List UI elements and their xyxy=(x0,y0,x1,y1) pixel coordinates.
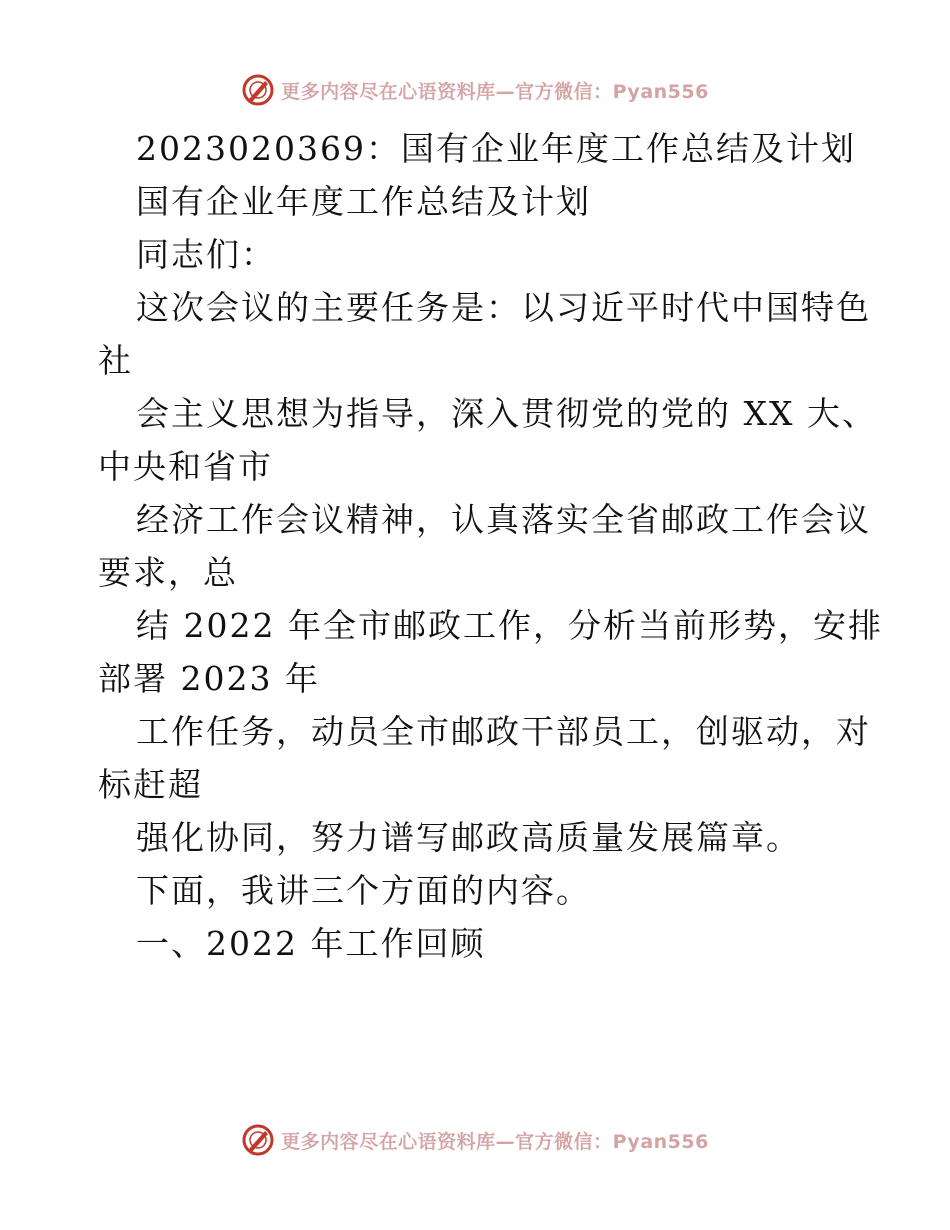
document-body xyxy=(98,122,883,970)
document-line: 部署 2023 年 xyxy=(98,659,320,698)
document-line: 经济工作会议精神，认真落实全省邮政工作会议 xyxy=(136,500,871,539)
header-banner xyxy=(0,70,950,110)
banner-text: 更多内容尽在心语资料库—官方微信：Pyan556 xyxy=(281,1130,709,1153)
document-line: 一、2022 年工作回顾 xyxy=(136,924,486,963)
document-line: 社 xyxy=(98,341,133,380)
document-line: 同志们： xyxy=(136,235,276,274)
document-line: 强化协同，努力谱写邮政高质量发展篇章。 xyxy=(136,818,801,857)
document-line: 结 2022 年全市邮政工作，分析当前形势，安排 xyxy=(136,606,883,645)
document-line: 标赶超 xyxy=(98,765,203,804)
document-line: 国有企业年度工作总结及计划 xyxy=(136,182,591,221)
document-line: 2023020369：国有企业年度工作总结及计划 xyxy=(136,129,856,168)
document-line: 工作任务，动员全市邮政干部员工，创驱动，对 xyxy=(136,712,871,751)
red-seal-pen-icon xyxy=(241,73,275,107)
document-line: 会主义思想为指导，深入贯彻党的党的 XX 大、 xyxy=(136,394,877,433)
banner-text: 更多内容尽在心语资料库—官方微信：Pyan556 xyxy=(281,80,709,103)
document-line: 要求，总 xyxy=(98,553,238,592)
document-line: 下面，我讲三个方面的内容。 xyxy=(136,871,591,910)
document-line: 这次会议的主要任务是：以习近平时代中国特色 xyxy=(136,288,871,327)
red-seal-pen-icon xyxy=(241,1123,275,1157)
footer-banner xyxy=(0,1120,950,1160)
document-line: 中央和省市 xyxy=(98,447,273,486)
